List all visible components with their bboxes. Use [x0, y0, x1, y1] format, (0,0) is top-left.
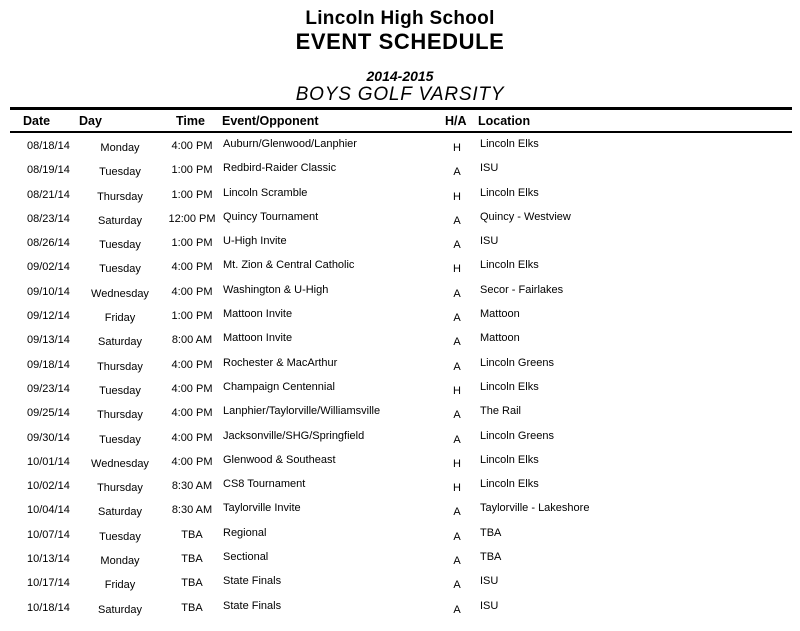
date-cell: 08/21/14: [27, 188, 70, 201]
table-row: [0, 355, 800, 379]
day-cell: Friday: [104, 312, 136, 325]
location-cell: TBA: [480, 551, 502, 564]
date-cell: 10/18/14: [27, 601, 70, 614]
table-row: [0, 598, 800, 622]
home-away-cell: H: [453, 482, 461, 495]
event-cell: Quincy Tournament: [223, 210, 319, 223]
home-away-cell: H: [453, 384, 461, 397]
event-cell: Mattoon Invite: [223, 332, 293, 345]
location-cell: Quincy - Westview: [480, 210, 571, 223]
location-cell: Mattoon: [480, 308, 520, 321]
event-cell: Washington & U-High: [223, 283, 329, 296]
event-cell: Champaign Centennial: [223, 380, 335, 393]
location-cell: ISU: [480, 162, 499, 175]
time-cell: 4:00 PM: [171, 455, 213, 468]
location-cell: Lincoln Greens: [480, 429, 554, 442]
event-cell: Mattoon Invite: [223, 308, 293, 321]
table-row: [0, 257, 800, 281]
event-cell: Auburn/Glenwood/Lanphier: [223, 138, 357, 150]
location-cell: ISU: [480, 575, 499, 588]
event-cell: State Finals: [223, 599, 282, 612]
column-header-date: Date: [23, 114, 51, 128]
day-cell: Monday: [100, 555, 140, 568]
home-away-cell: A: [453, 603, 461, 616]
home-away-cell: H: [453, 190, 461, 203]
event-cell: Taylorville Invite: [223, 502, 301, 515]
table-row: [0, 379, 800, 403]
date-cell: 08/23/14: [27, 212, 70, 225]
date-cell: 08/18/14: [27, 140, 70, 152]
table-row: [0, 282, 800, 306]
day-cell: Thursday: [97, 360, 143, 373]
day-cell: Tuesday: [99, 166, 141, 179]
table-row: [0, 452, 800, 476]
time-cell: 4:00 PM: [171, 407, 213, 420]
table-row: [0, 573, 800, 597]
time-cell: 4:00 PM: [171, 140, 213, 152]
home-away-cell: A: [453, 312, 461, 325]
location-cell: Taylorville - Lakeshore: [480, 502, 590, 515]
table-row: [0, 428, 800, 452]
divider-header: [10, 131, 792, 133]
home-away-cell: A: [453, 336, 461, 349]
time-cell: 1:00 PM: [171, 164, 213, 177]
date-cell: 10/13/14: [27, 553, 70, 566]
home-away-cell: A: [453, 166, 461, 179]
date-cell: 08/26/14: [27, 237, 70, 250]
day-cell: Tuesday: [99, 384, 141, 397]
date-cell: 10/04/14: [27, 504, 70, 517]
day-cell: Saturday: [97, 336, 143, 349]
day-cell: Thursday: [97, 409, 143, 422]
table-row: [0, 476, 800, 500]
event-cell: Mt. Zion & Central Catholic: [223, 259, 355, 272]
location-cell: Mattoon: [480, 332, 520, 345]
day-cell: Tuesday: [99, 263, 141, 276]
date-cell: 10/07/14: [27, 528, 70, 541]
event-cell: Redbird-Raider Classic: [223, 162, 337, 175]
time-cell: TBA: [181, 601, 203, 614]
day-cell: Saturday: [97, 603, 143, 616]
time-cell: TBA: [181, 553, 203, 566]
event-cell: State Finals: [223, 575, 282, 588]
time-cell: TBA: [181, 528, 203, 541]
table-row: [0, 209, 800, 233]
location-cell: Lincoln Elks: [480, 259, 539, 272]
event-cell: Jacksonville/SHG/Springfield: [223, 429, 365, 442]
home-away-cell: A: [453, 433, 461, 446]
day-cell: Saturday: [97, 214, 143, 227]
time-cell: 1:00 PM: [171, 310, 213, 323]
column-header-time: Time: [176, 114, 205, 128]
home-away-cell: A: [453, 360, 461, 373]
day-cell: Tuesday: [99, 239, 141, 252]
table-row: [0, 233, 800, 257]
location-cell: Lincoln Greens: [480, 356, 554, 369]
home-away-cell: A: [453, 409, 461, 422]
team-label: BOYS GOLF VARSITY: [295, 84, 505, 105]
day-cell: Thursday: [97, 482, 143, 495]
event-cell: Glenwood & Southeast: [223, 453, 336, 466]
day-cell: Tuesday: [99, 530, 141, 543]
date-cell: 09/10/14: [27, 285, 70, 298]
time-cell: 8:00 AM: [171, 334, 213, 347]
table-row: [0, 160, 800, 184]
location-cell: Lincoln Elks: [480, 138, 539, 150]
date-cell: 10/01/14: [27, 455, 70, 468]
home-away-cell: A: [453, 214, 461, 227]
day-cell: Saturday: [97, 506, 143, 519]
column-header-day: Day: [79, 114, 102, 128]
date-cell: 08/19/14: [27, 164, 70, 177]
divider-top: [10, 107, 792, 110]
schedule-table-body: [0, 136, 800, 622]
location-cell: Lincoln Elks: [480, 478, 539, 491]
home-away-cell: A: [453, 239, 461, 252]
time-cell: 8:30 AM: [171, 480, 213, 493]
home-away-cell: A: [453, 555, 461, 568]
time-cell: TBA: [181, 577, 203, 590]
date-cell: 09/30/14: [27, 431, 70, 444]
time-cell: 4:00 PM: [171, 431, 213, 444]
event-cell: CS8 Tournament: [223, 478, 306, 491]
home-away-cell: A: [453, 530, 461, 543]
event-cell: Regional: [223, 526, 267, 539]
day-cell: Tuesday: [99, 433, 141, 446]
table-row: [0, 185, 800, 209]
table-row: [0, 403, 800, 427]
table-row: [0, 500, 800, 524]
day-cell: Wednesday: [91, 457, 149, 470]
column-header-home-away: H/A: [445, 114, 467, 128]
time-cell: 12:00 PM: [168, 212, 216, 225]
column-header-location: Location: [478, 114, 531, 128]
table-row: [0, 330, 800, 354]
location-cell: ISU: [480, 599, 499, 612]
table-row: [0, 549, 800, 573]
date-cell: 10/17/14: [27, 577, 70, 590]
date-cell: 09/25/14: [27, 407, 70, 420]
home-away-cell: A: [453, 506, 461, 519]
event-cell: Lanphier/Taylorville/Williamsville: [223, 405, 381, 418]
event-cell: Sectional: [223, 551, 269, 564]
home-away-cell: H: [453, 263, 461, 276]
time-cell: 4:00 PM: [171, 358, 213, 371]
home-away-cell: A: [453, 287, 461, 300]
table-header-row: [0, 114, 800, 131]
event-cell: Lincoln Scramble: [223, 186, 308, 199]
day-cell: Thursday: [97, 190, 143, 203]
time-cell: 4:00 PM: [171, 261, 213, 274]
date-cell: 09/13/14: [27, 334, 70, 347]
date-cell: 10/02/14: [27, 480, 70, 493]
table-row: [0, 136, 800, 160]
location-cell: Lincoln Elks: [480, 453, 539, 466]
time-cell: 4:00 PM: [171, 285, 213, 298]
location-cell: The Rail: [480, 405, 521, 418]
time-cell: 1:00 PM: [171, 188, 213, 201]
column-header-event: Event/Opponent: [222, 114, 319, 128]
location-cell: Secor - Fairlakes: [480, 283, 564, 296]
day-cell: Wednesday: [91, 287, 149, 300]
day-cell: Monday: [100, 142, 140, 154]
date-cell: 09/12/14: [27, 310, 70, 323]
event-cell: Rochester & MacArthur: [223, 356, 338, 369]
location-cell: ISU: [480, 235, 499, 248]
date-cell: 09/18/14: [27, 358, 70, 371]
home-away-cell: A: [453, 579, 461, 592]
table-row: [0, 525, 800, 549]
time-cell: 8:30 AM: [171, 504, 213, 517]
home-away-cell: H: [453, 142, 461, 154]
event-cell: U-High Invite: [223, 235, 287, 248]
location-cell: Lincoln Elks: [480, 186, 539, 199]
season-label: 2014-2015: [366, 68, 434, 84]
date-cell: 09/23/14: [27, 382, 70, 395]
school-name: Lincoln High School: [305, 8, 495, 29]
time-cell: 1:00 PM: [171, 237, 213, 250]
table-row: [0, 306, 800, 330]
day-cell: Friday: [104, 579, 136, 592]
page-title: EVENT SCHEDULE: [295, 29, 505, 54]
location-cell: Lincoln Elks: [480, 380, 539, 393]
time-cell: 4:00 PM: [171, 382, 213, 395]
date-cell: 09/02/14: [27, 261, 70, 274]
location-cell: TBA: [480, 526, 502, 539]
home-away-cell: H: [453, 457, 461, 470]
